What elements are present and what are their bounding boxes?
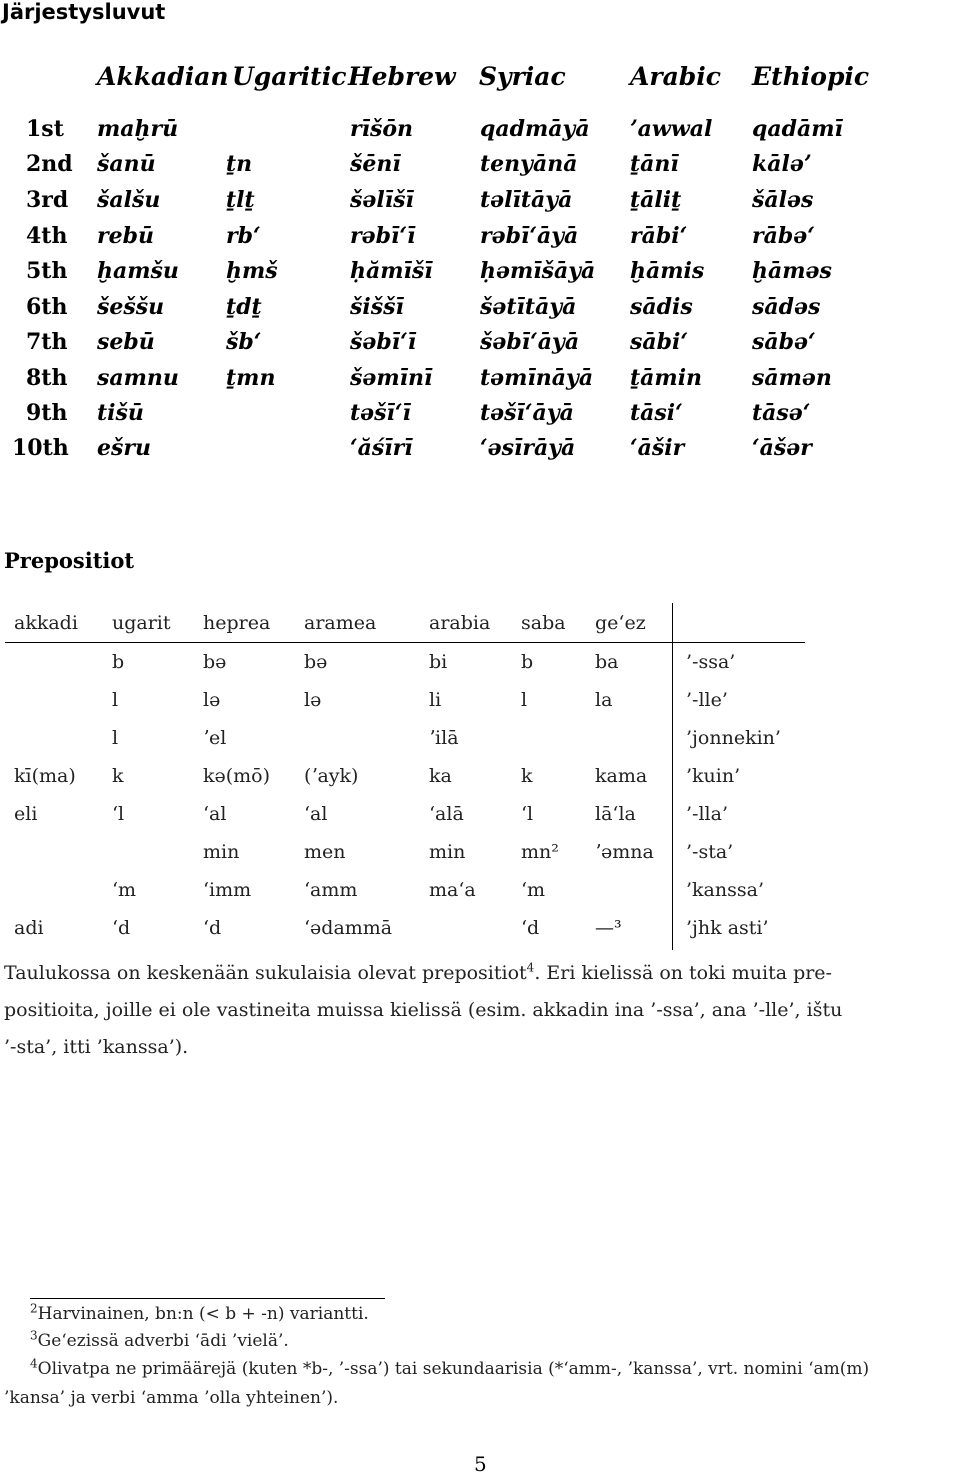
prepositions-header-heprea: heprea	[203, 612, 271, 634]
prepositions-cell: kama	[595, 765, 648, 787]
prepositions-meaning: ’jonnekin’	[686, 727, 781, 749]
prepositions-cell: ʻm	[112, 879, 137, 901]
numerals-cell: rīšōn	[350, 116, 414, 142]
numerals-cell: ṯāmin	[630, 365, 703, 391]
numerals-cell: šalšu	[97, 187, 161, 213]
prepositions-cell: li	[429, 689, 442, 711]
numerals-ordinal: 4th	[26, 223, 68, 249]
numerals-col-hebrew: Hebrew	[348, 62, 456, 91]
numerals-cell: šeššu	[97, 294, 165, 320]
numerals-cell: rābiʻ	[630, 223, 688, 249]
numerals-cell: ḥǝmīšāyā	[480, 258, 596, 284]
prepositions-header-aramea: aramea	[304, 612, 377, 634]
prepositions-cell: bǝ	[203, 651, 227, 673]
numerals-cell: ʻǝsīrāyā	[480, 435, 576, 461]
footnote-text: Harvinainen, bn:n (< b + -n) variantti.	[37, 1304, 369, 1324]
numerals-col-ethiopic: Ethiopic	[752, 62, 870, 91]
prepositions-header-akkadi: akkadi	[14, 612, 78, 634]
prepositions-header-arabia: arabia	[429, 612, 491, 634]
prepositions-cell: bǝ	[304, 651, 328, 673]
body-paragraph	[4, 955, 956, 1066]
numerals-cell: tenyānā	[480, 151, 578, 177]
numerals-cell: sādis	[630, 294, 693, 320]
footnote-mark: 4	[30, 1356, 38, 1371]
prepositions-cell: la	[595, 689, 613, 711]
numerals-cell: ṯn	[226, 151, 253, 177]
numerals-cell: šanū	[97, 151, 156, 177]
numerals-ordinal: 5th	[26, 258, 68, 284]
prepositions-cell: ʻamm	[304, 879, 358, 901]
prepositions-cell: ʻal	[304, 803, 328, 825]
numerals-cell: kālǝʼ	[752, 151, 812, 177]
numerals-ordinal: 8th	[26, 365, 68, 391]
numerals-ordinal: 2nd	[26, 151, 73, 177]
footnote-rule	[30, 1298, 385, 1299]
numerals-cell: šāləs	[752, 187, 814, 213]
footnote-mark: 2	[30, 1301, 38, 1316]
numerals-cell: šēnī	[350, 151, 401, 177]
prepositions-cell: min	[429, 841, 466, 863]
footnote	[30, 1356, 870, 1379]
numerals-cell: rǝbīʻāyā	[480, 223, 579, 249]
prepositions-cell: l	[112, 727, 119, 749]
numerals-cell: šiššī	[350, 294, 404, 320]
footnote	[30, 1328, 289, 1351]
prepositions-cell: kǝ(mō)	[203, 765, 271, 787]
paragraph-text: Taulukossa on keskenään sukulaisia olevat prepositiot	[4, 962, 527, 984]
prepositions-cell: ʼel	[203, 727, 227, 749]
prepositions-cell: lǝ	[304, 689, 322, 711]
paragraph-line: positioita, joille ei ole vastineita muissa kielissä (esim. akkadin ina ’-ssa’, ana ’-lle’, ištu	[4, 999, 843, 1021]
prepositions-cell: ʻl	[112, 803, 125, 825]
footnote-ref: 4	[526, 960, 535, 975]
numerals-ordinal: 10th	[12, 435, 69, 461]
prepositions-cell: bi	[429, 651, 448, 673]
numerals-cell: ḫāmis	[630, 258, 705, 284]
prepositions-cell: ʻm	[521, 879, 546, 901]
numerals-cell: šǝbīʻī	[350, 329, 417, 355]
numerals-col-syriac: Syriac	[479, 62, 566, 91]
numerals-cell: šǝlīšī	[350, 187, 414, 213]
numerals-cell: ṯdṯ	[226, 294, 262, 320]
prepositions-cell: l	[521, 689, 528, 711]
prepositions-cell: b	[112, 651, 125, 673]
numerals-cell: šbʻ	[226, 329, 262, 355]
prepositions-meaning: ’-lle’	[686, 689, 728, 711]
prepositions-cell: mn²	[521, 841, 559, 863]
footnote-text: Olivatpa ne primäärejä (kuten *b-, ’-ssa’) tai sekundaarisia (*ʻamm-, ’kanssa’, vrt. nomini ʻam(m)	[37, 1359, 870, 1379]
prepositions-meaning: ’kanssa’	[686, 879, 764, 901]
footnote-mark: 3	[30, 1328, 38, 1343]
prepositions-cell: men	[304, 841, 346, 863]
prepositions-cell: ʻd	[112, 917, 131, 939]
prepositions-cell: ʻd	[521, 917, 540, 939]
numerals-cell: ʻāšǝr	[752, 435, 812, 461]
prepositions-header-saba: saba	[521, 612, 566, 634]
numerals-col-ugaritic: Ugaritic	[232, 62, 347, 91]
numerals-cell: rbʻ	[226, 223, 261, 249]
numerals-ordinal: 3rd	[26, 187, 69, 213]
prepositions-meaning: ’-ssa’	[686, 651, 736, 673]
prepositions-cell: k	[112, 765, 124, 787]
numerals-cell: tāsǝʻ	[752, 400, 811, 426]
numerals-cell: šǝtītāyā	[480, 294, 577, 320]
prepositions-cell: ʼǝmna	[595, 841, 654, 863]
footnote-text: Geʻezissä adverbi ʻādi ’vielä’.	[37, 1331, 289, 1351]
prepositions-meaning: ’kuin’	[686, 765, 741, 787]
numerals-cell: sebū	[97, 329, 155, 355]
footnote-text: ’kansa’ ja verbi ʻamma ’olla yhteinen’).	[4, 1388, 339, 1408]
numerals-cell: šǝbīʻāyā	[480, 329, 580, 355]
prepositions-cell: b	[521, 651, 534, 673]
numerals-cell: ṯānī	[630, 151, 679, 177]
prepositions-cell: (ʼayk)	[304, 765, 359, 787]
prepositions-cell: ʻalā	[429, 803, 464, 825]
prepositions-cell: ʻal	[203, 803, 227, 825]
prepositions-cell: min	[203, 841, 240, 863]
numerals-cell: ṯmn	[226, 365, 276, 391]
prepositions-cell: ʻd	[203, 917, 222, 939]
footnote	[30, 1301, 369, 1324]
prepositions-cell: ʼilā	[429, 727, 459, 749]
section-heading-numerals: Järjestysluvut	[2, 0, 166, 24]
paragraph-text: . Eri kielissä on toki muita pre-	[534, 962, 832, 984]
numerals-col-akkadian: Akkadian	[97, 62, 229, 91]
numerals-cell: samnu	[97, 365, 179, 391]
numerals-cell: ḫāmǝs	[752, 258, 832, 284]
numerals-cell: sābǝʻ	[752, 329, 816, 355]
prepositions-cell: ka	[429, 765, 452, 787]
numerals-ordinal: 7th	[26, 329, 68, 355]
numerals-cell: sādǝs	[752, 294, 821, 320]
numerals-cell: tǝšīʻāyā	[480, 400, 574, 426]
prepositions-cell: ʻimm	[203, 879, 252, 901]
paragraph-line	[4, 955, 956, 992]
numerals-cell: ṯlṯ	[226, 187, 255, 213]
prepositions-cell: ba	[595, 651, 619, 673]
numerals-ordinal: 6th	[26, 294, 68, 320]
numerals-cell: ṯāliṯ	[630, 187, 682, 213]
footnote-continuation	[4, 1388, 338, 1408]
prepositions-cell: —³	[595, 917, 622, 939]
prepositions-meaning: ’-lla’	[686, 803, 728, 825]
prepositions-cell: adi	[14, 917, 44, 939]
numerals-cell: tāsiʻ	[630, 400, 683, 426]
prepositions-cell: l	[112, 689, 119, 711]
numerals-cell: ʻāšir	[630, 435, 685, 461]
prepositions-meaning: ’-sta’	[686, 841, 734, 863]
numerals-cell: ḫamšu	[97, 258, 179, 284]
section-heading-prepositions: Prepositiot	[4, 548, 135, 573]
numerals-col-arabic: Arabic	[630, 62, 721, 91]
numerals-cell: ešru	[97, 435, 151, 461]
prepositions-header-ugarit: ugarit	[112, 612, 171, 634]
prepositions-cell: ʻǝdammā	[304, 917, 393, 939]
numerals-cell: tǝlītāyā	[480, 187, 573, 213]
numerals-cell: qadāmī	[752, 116, 843, 142]
prepositions-cell: ʻl	[521, 803, 534, 825]
numerals-cell: rebū	[97, 223, 154, 249]
table-vertical-rule	[672, 603, 673, 950]
numerals-cell: ḫmš	[226, 258, 278, 284]
numerals-cell: tišū	[97, 400, 144, 426]
prepositions-meaning: ’jhk asti’	[686, 917, 769, 939]
numerals-cell: ḥămīšī	[350, 258, 433, 284]
numerals-cell: tǝmīnāyā	[480, 365, 594, 391]
prepositions-cell: kī(ma)	[14, 765, 76, 787]
numerals-cell: qadmāyā	[480, 116, 590, 142]
numerals-ordinal: 1st	[26, 116, 64, 142]
prepositions-cell: maʻa	[429, 879, 476, 901]
numerals-cell: tǝšīʻī	[350, 400, 411, 426]
numerals-cell: sāmǝn	[752, 365, 832, 391]
prepositions-header-geez: geʻez	[595, 612, 646, 634]
numerals-cell: šǝmīnī	[350, 365, 433, 391]
prepositions-cell: eli	[14, 803, 38, 825]
paragraph-line: ’-sta’, itti ’kanssa’).	[4, 1036, 189, 1058]
prepositions-cell: lāʻla	[595, 803, 636, 825]
page-number: 5	[474, 1452, 487, 1476]
prepositions-cell: k	[521, 765, 533, 787]
numerals-cell: rābǝʻ	[752, 223, 815, 249]
numerals-cell: sābiʻ	[630, 329, 689, 355]
numerals-cell: ʻăśīrī	[350, 435, 413, 461]
numerals-cell: ʼawwal	[630, 116, 713, 142]
numerals-cell: rǝbīʻī	[350, 223, 416, 249]
prepositions-cell: lǝ	[203, 689, 221, 711]
numerals-cell: maḫrū	[97, 116, 179, 142]
numerals-ordinal: 9th	[26, 400, 68, 426]
table-header-rule	[5, 642, 805, 643]
